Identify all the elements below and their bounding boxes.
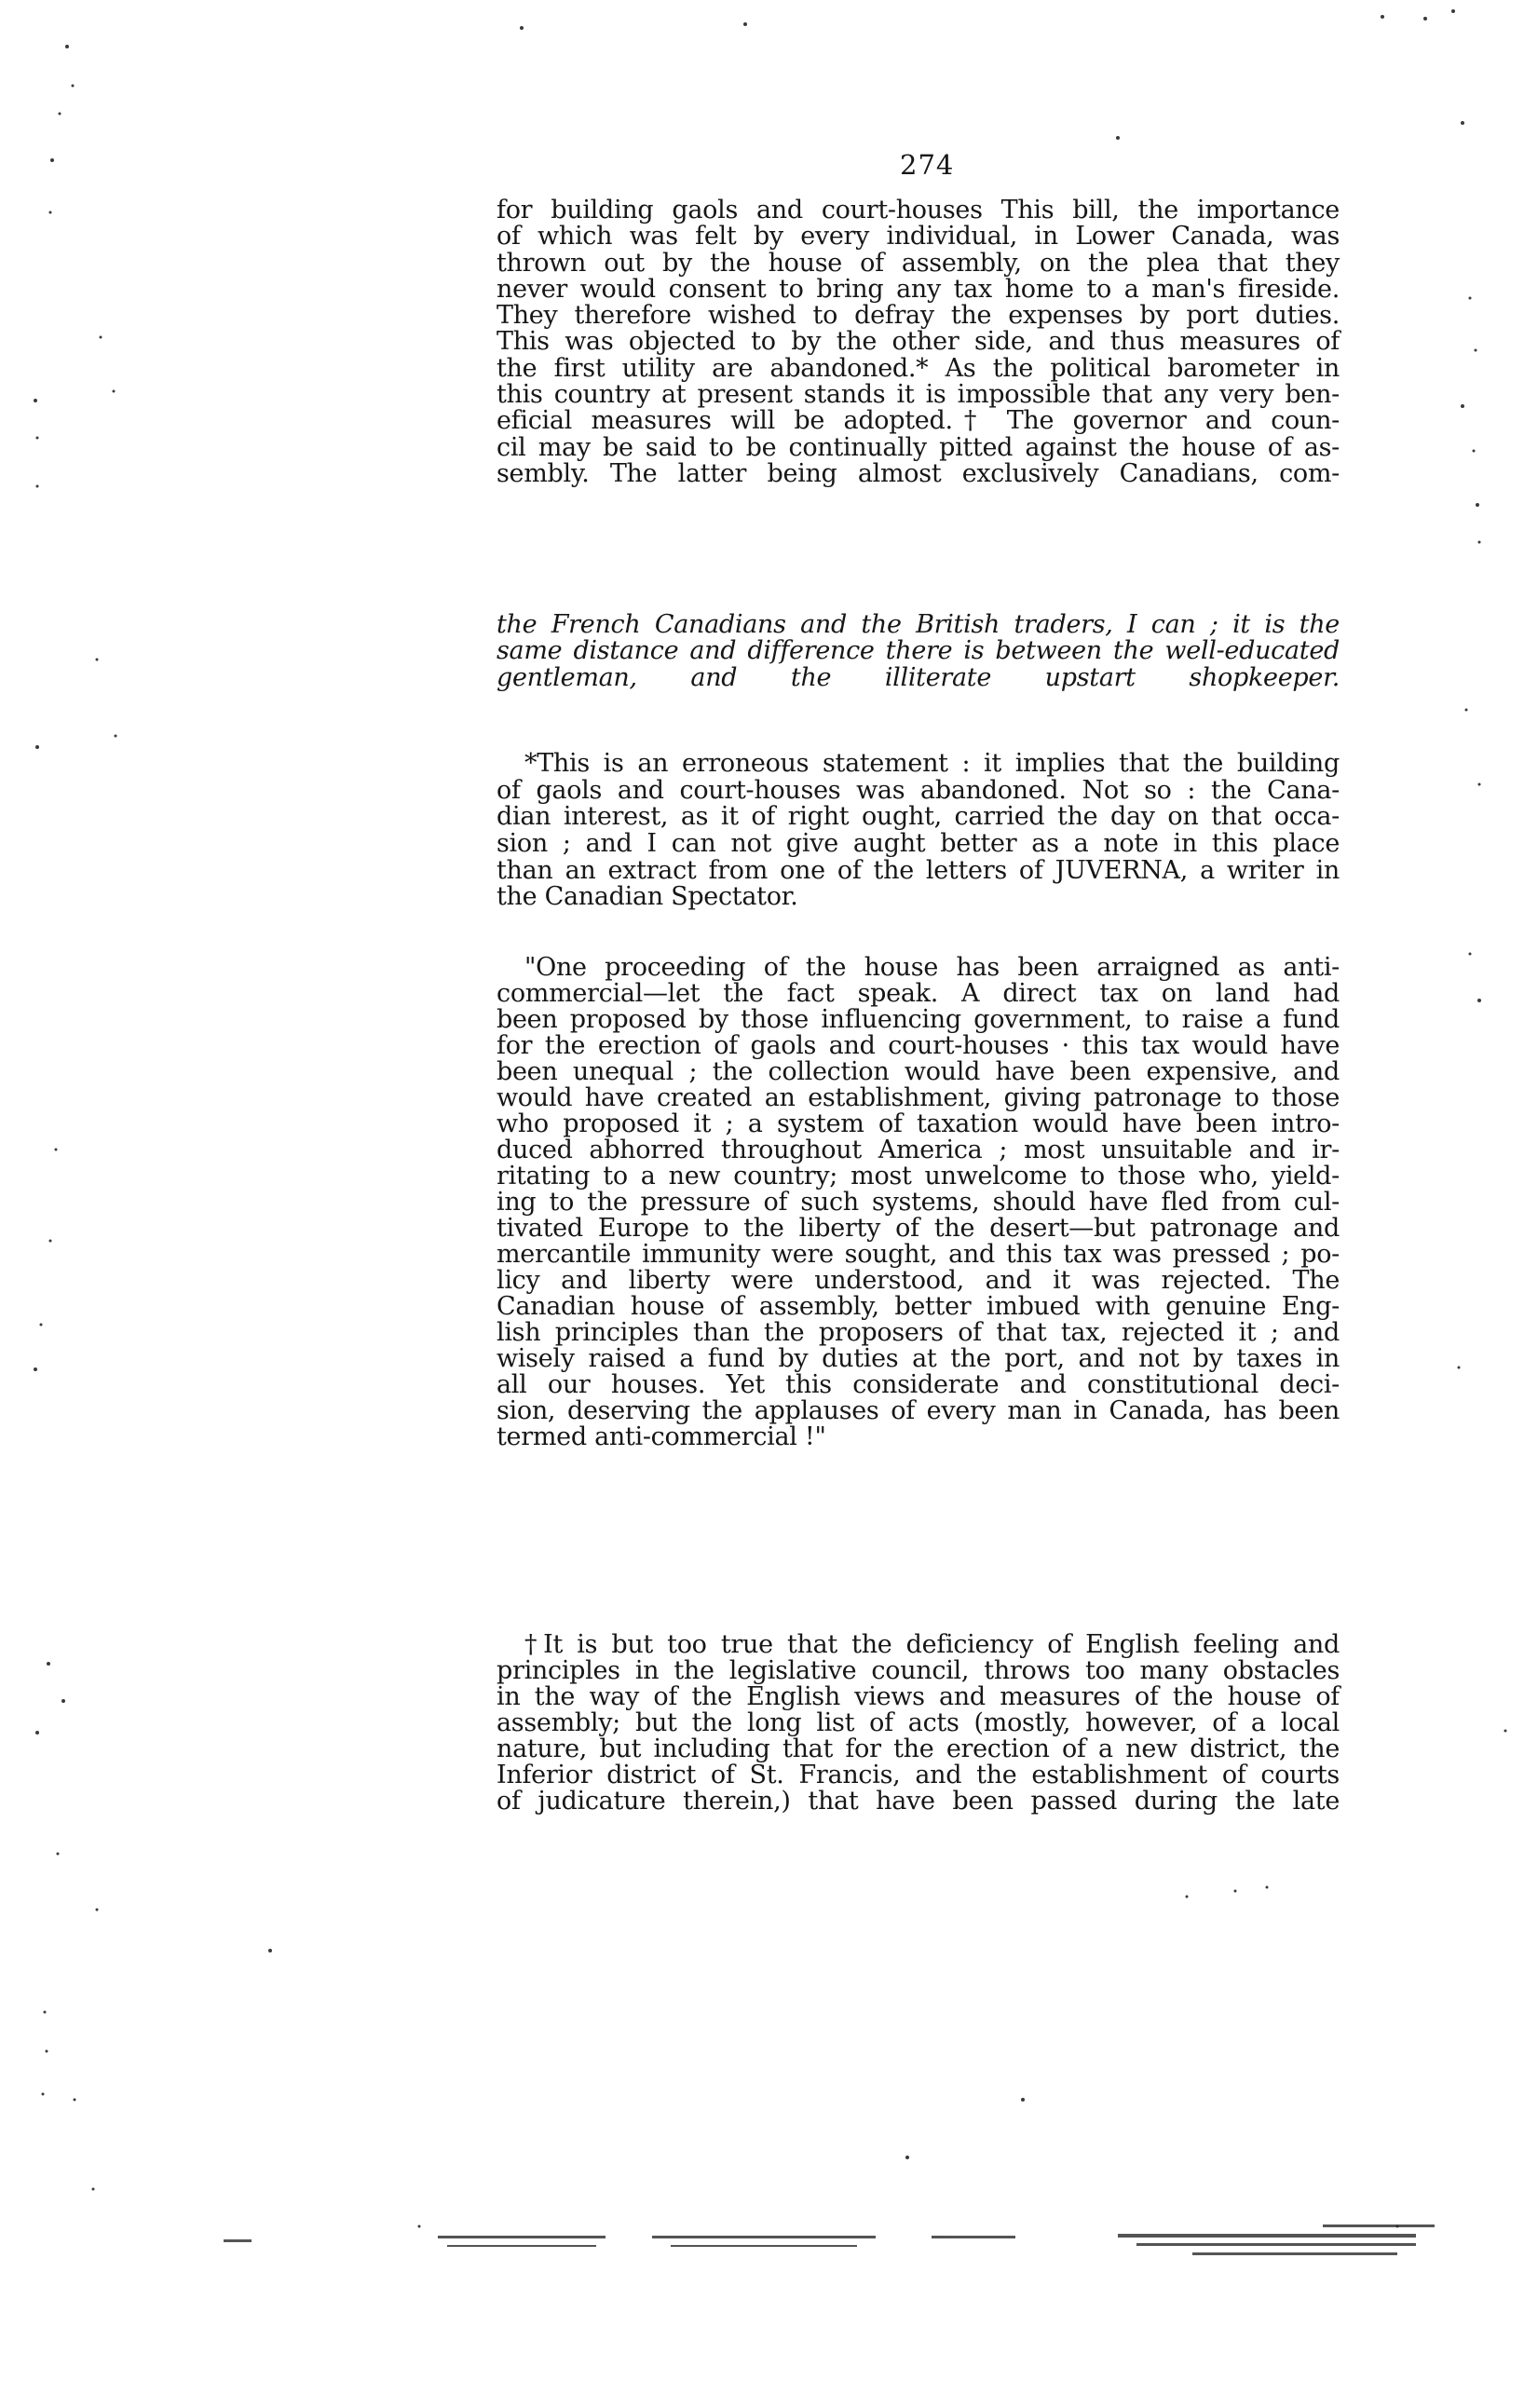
footnote-quote-line: been proposed by those influencing government, to raise a fund (497, 1005, 1340, 1034)
italic-quote-line: same distance and difference there is between the well-educated (497, 636, 1340, 666)
footnote-quote-line: who proposed it ; a system of taxation would have been intro- (497, 1109, 1340, 1138)
footnote-quote-line: tivated Europe to the liberty of the desert—but patronage and (497, 1214, 1340, 1243)
main-text-line: This was objected to by the other side, and thus measures of (497, 327, 1340, 357)
italic-quote-block (497, 612, 1340, 691)
footnote-quote-line: all our houses. Yet this considerate and constitutional deci- (497, 1370, 1340, 1399)
footnote-line: of judicature therein,) that have been passed during the late (497, 1787, 1340, 1816)
footnote-line: than an extract from one of the letters of JUVERNA, a writer in (497, 855, 1340, 885)
footnote-quotation (497, 955, 1340, 1450)
footnote-line: dian interest, as it of right ought, carried the day on that occa- (497, 802, 1340, 832)
footnote-quote-line: "One proceeding of the house has been arraigned as anti- (524, 953, 1340, 982)
footnote-line: the Canadian Spectator. (497, 882, 798, 912)
footnote-line: sion ; and I can not give aught better as a note in this place (497, 829, 1340, 859)
footnote-line: assembly; but the long list of acts (mostly, however, of a local (497, 1708, 1340, 1737)
main-text-line: eficial measures will be adopted.† The governor and coun- (497, 406, 1340, 436)
main-text-line: thrown out by the house of assembly, on the plea that they (497, 248, 1340, 278)
footnote-quote-line: commercial—let the fact speak. A direct tax on land had (497, 979, 1340, 1008)
footnote-dagger (497, 1632, 1340, 1815)
footnote-quote-line: for the erection of gaols and court-houses · this tax would have (497, 1031, 1340, 1060)
footnote-quote-line: duced abhorred throughout America ; most unsuitable and ir- (497, 1136, 1340, 1164)
main-text-line: for building gaols and court-houses This bill, the importance (497, 196, 1340, 224)
footnote-line: *This is an erroneous statement : it implies that the building (524, 749, 1340, 778)
footnote-quote-line: licy and liberty were understood, and it was rejected. The (497, 1266, 1340, 1295)
footnote-quote-line: mercantile immunity were sought, and this tax was pressed ; po- (497, 1240, 1340, 1269)
footnote-asterisk (497, 751, 1340, 911)
footnote-line: in the way of the English views and measures of the house of (497, 1682, 1340, 1711)
main-text-line: sembly. The latter being almost exclusively Canadians, com- (497, 458, 1340, 488)
footnote-quote-line: sion, deserving the applauses of every man in Canada, has been (497, 1396, 1340, 1425)
footnote-quote-line: lish principles than the proposers of that tax, rejected it ; and (497, 1318, 1340, 1347)
footnote-quote-line: been unequal ; the collection would have been expensive, and (497, 1057, 1340, 1086)
main-text-line: the first utility are abandoned.* As the political barometer in (497, 353, 1340, 383)
page-number: 274 (900, 149, 955, 181)
main-text-line: never would consent to bring any tax home to a man's fireside. (497, 274, 1340, 304)
footnote-line: nature, but including that for the erection of a new district, the (497, 1735, 1340, 1763)
main-text-line: They therefore wished to defray the expenses by port duties. (497, 301, 1340, 331)
italic-quote-line: the French Canadians and the British traders, I can ; it is the (497, 610, 1340, 639)
footnote-line: of gaols and court-houses was abandoned. Not so : the Cana- (497, 775, 1340, 805)
footnote-line: principles in the legislative council, throws too many obstacles (497, 1656, 1340, 1685)
footnote-quote-line: wisely raised a fund by duties at the port, and not by taxes in (497, 1344, 1340, 1373)
main-text-line: of which was felt by every individual, in Lower Canada, was (497, 222, 1340, 252)
main-text-line: cil may be said to be continually pitted against the house of as- (497, 432, 1340, 462)
main-text-line: this country at present stands it is impossible that any very ben- (497, 380, 1340, 410)
main-text-block (497, 197, 1340, 487)
footnote-quote-line: termed anti-commercial !" (497, 1422, 826, 1451)
footnote-quote-line: ritating to a new country; most unwelcome to those who, yield- (497, 1162, 1340, 1190)
italic-quote-line: gentleman, and the illiterate upstart shopkeeper. (497, 662, 1340, 692)
footnote-quote-line: would have created an establishment, giving patronage to those (497, 1083, 1340, 1112)
footnote-quote-line: ing to the pressure of such systems, should have fled from cul- (497, 1188, 1340, 1217)
footnote-line: Inferior district of St. Francis, and the establishment of courts (497, 1761, 1340, 1789)
footnote-line: †It is but too true that the deficiency of English feeling and (524, 1630, 1340, 1659)
footnote-quote-line: Canadian house of assembly, better imbued with genuine Eng- (497, 1292, 1340, 1321)
